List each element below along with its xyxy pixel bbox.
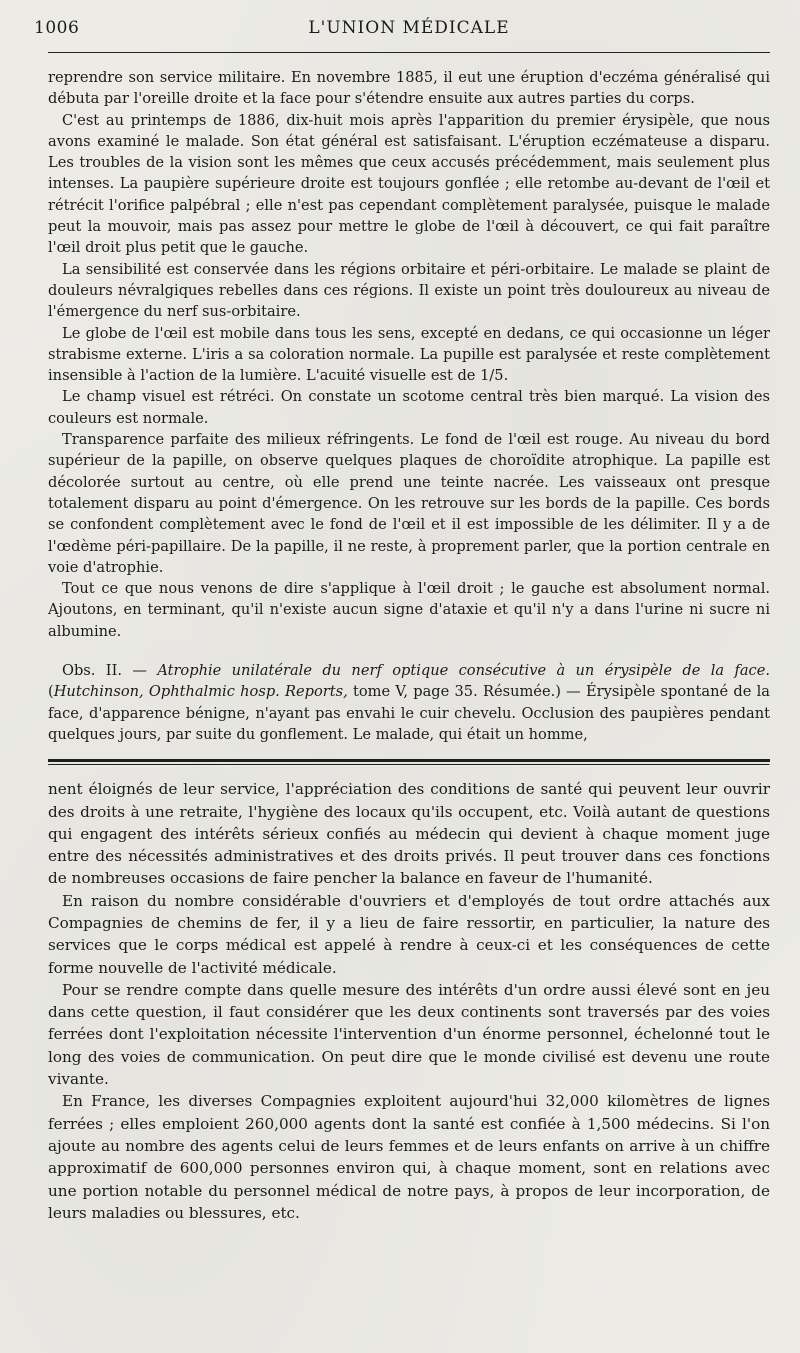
observation-title: Atrophie unilatérale du nerf optique consécutive à un érysipèle de la face.	[157, 662, 770, 680]
feuilleton-paragraph: En France, les diverses Compagnies exploitent aujourd'hui 32,000 kilomètres de lignes ferrées ; elles emploient 260,000 agents dont la santé est confiée à 1,500 médecins. Si l'on ajoute au nombre des agents celui de leurs femmes et de leurs enfants on arrive à un chiffre approximatif de 600,000 personnes environ qui, à chaque moment, sont en relations avec une portion notable du personnel médical de notre pays, à propos de leur incorporation, de leurs maladies ou blessures, etc.	[48, 1092, 770, 1222]
running-head	[34, 14, 770, 40]
observation-lead: Obs. II. —	[62, 662, 158, 680]
observation-paragraph	[48, 660, 770, 745]
article-paragraph: Tout ce que nous venons de dire s'applique à l'œil droit ; le gauche est absolument normal. Ajoutons, en terminant, qu'il n'existe aucun signe d'ataxie et qu'il n'y a dans l'urine ni sucre ni albumine.	[48, 580, 770, 640]
article-body	[48, 67, 770, 745]
article-paragraph: La sensibilité est conservée dans les régions orbitaire et péri-orbitaire. Le malade se plaint de douleurs névralgiques rebelles dans ces régions. Il existe un point très douloureux au niveau de l'émergence du nerf sus-orbitaire.	[48, 260, 770, 321]
feuilleton-separator	[48, 759, 770, 762]
feuilleton-paragraph: Pour se rendre compte dans quelle mesure des intérêts d'un ordre aussi élevé sont en jeu dans cette question, il faut considérer que les deux continents sont traversés par des voies ferrées dont l'exploitation nécessite l'intervention d'un énorme personnel, échelonné tout le long des voies de communication. On peut dire que le monde civilisé est devenu une route vivante.	[48, 980, 770, 1089]
observation-text: tome V, page 35. Résumée.) — Érysipèle spontané de la face, d'apparence bénigne, n'ayant pas envahi le cuir chevelu. Occlusion des paupières pendant quelques jours, par suite du gonflement. Le malade, qui était un homme,	[48, 683, 770, 743]
feuilleton-body	[48, 778, 770, 1224]
feuilleton-paragraph: En raison du nombre considérable d'ouvriers et d'employés de tout ordre attachés aux Compagnies de chemins de fer, il y a lieu de faire ressortir, en particulier, la nature des services que le corps médical est appelé à rendre à ceux-ci et les conséquences de cette forme nouvelle de l'activité médicale.	[48, 891, 770, 977]
page-number: 1006	[34, 18, 80, 38]
article-paragraph: reprendre son service militaire. En novembre 1885, il eut une éruption d'eczéma généralisé qui débuta par l'oreille droite et la face pour s'étendre ensuite aux autres parties du corps.	[48, 69, 770, 108]
journal-title: L'UNION MÉDICALE	[308, 18, 510, 38]
observation-source: Hutchinson, Ophthalmic hosp. Reports,	[53, 683, 348, 701]
feuilleton-separator-inner	[48, 764, 770, 766]
article-paragraph: Le champ visuel est rétréci. On constate un scotome central très bien marqué. La vision des couleurs est normale.	[48, 388, 770, 427]
observation-source-open: (	[48, 683, 54, 701]
feuilleton-paragraph: nent éloignés de leur service, l'appréciation des conditions de santé qui peuvent leur ouvrir des droits à une retraite, l'hygiène des locaux qu'ils occupent, etc. Voilà autant de questions qui engagent des intérêts sérieux confiés au médecin qui devient à chaque moment juge entre des nécessités administratives et des droits privés. Il peut trouver dans ces fonctions de nombreuses occasions de faire pencher la balance en faveur de l'humanité.	[48, 780, 770, 888]
article-paragraph: Transparence parfaite des milieux réfringents. Le fond de l'œil est rouge. Au niveau du bord supérieur de la papille, on observe quelques plaques de choroïdite atrophique. La papille est décolorée surtout au centre, où elle prend une teinte nacrée. Les vaisseaux ont presque totalement disparu au point d'émergence. On les retrouve sur les bords de la papille. Ces bords se confondent complètement avec le fond de l'œil et il est impossible de les délimiter. Il y a de l'œdème péri-papillaire. De la papille, il ne reste, à proprement parler, que la portion centrale en voie d'atrophie.	[48, 431, 770, 576]
article-paragraph: Le globe de l'œil est mobile dans tous les sens, excepté en dedans, ce qui occasionne un léger strabisme externe. L'iris a sa coloration normale. La pupille est paralysée et reste complètement insensible à l'action de la lumière. L'acuité visuelle est de 1/5.	[48, 324, 770, 385]
header-rule	[48, 52, 770, 53]
article-paragraph: C'est au printemps de 1886, dix-huit mois après l'apparition du premier érysipèle, que nous avons examiné le malade. Son état général est satisfaisant. L'éruption eczémateuse a disparu. Les troubles de la vision sont les mêmes que ceux accusés précédemment, mais seulement plus intenses. La paupière supérieure droite est toujours gonflée ; elle retombe au-devant de l'œil et rétrécit l'orifice palpébral ; elle n'est pas cependant complètement paralysée, puisque le malade peut la mouvoir, mais pas assez pour mettre le globe de l'œil à découvert, ce qui fait paraître l'œil droit plus petit que le gauche.	[48, 111, 770, 257]
